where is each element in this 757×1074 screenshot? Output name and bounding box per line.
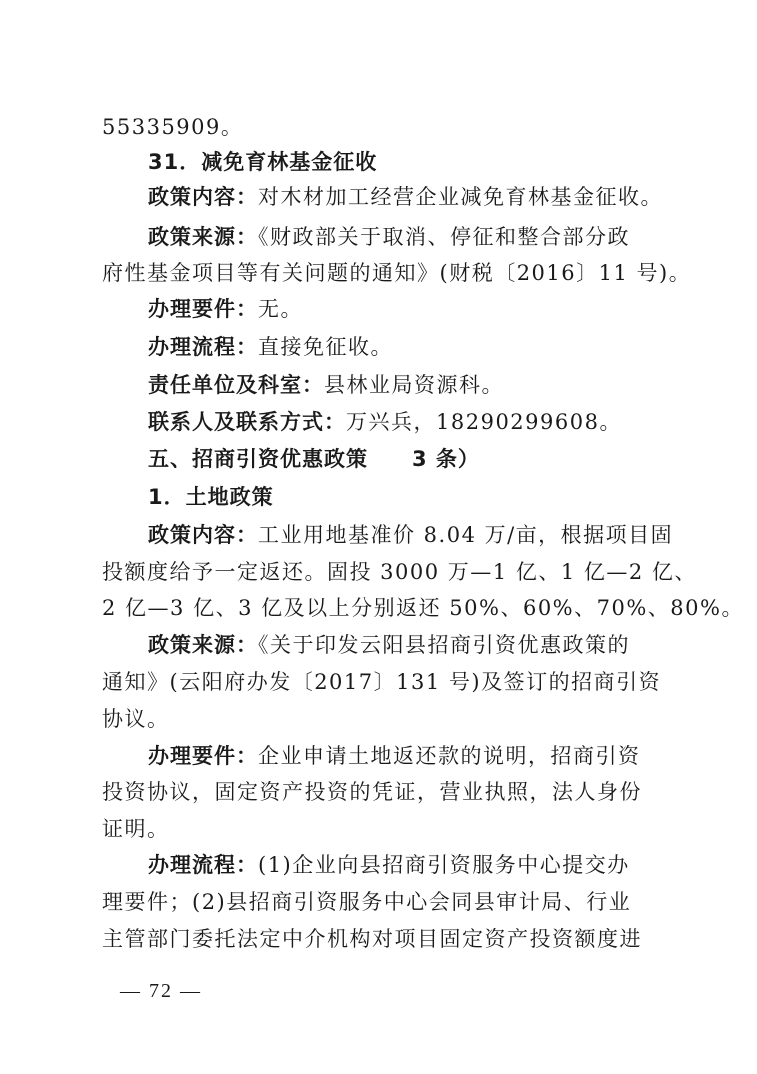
text-line xyxy=(102,667,662,697)
field-value: 直接免征收。 xyxy=(258,335,393,359)
field-label: 政策来源： xyxy=(148,225,258,249)
section-heading xyxy=(148,147,662,177)
field-label: 责任单位及科室： xyxy=(148,373,324,397)
field-value: 无。 xyxy=(258,297,303,321)
procedure xyxy=(148,332,662,362)
field-label: 办理流程： xyxy=(148,853,258,877)
field-value: (1)企业向县招商引资服务中心提交办 xyxy=(258,853,630,877)
line-text: 投资协议，固定资产投资的凭证，营业执照，法人身份 xyxy=(102,780,642,804)
field-label: 办理要件： xyxy=(148,744,258,768)
field-label: 政策内容： xyxy=(148,185,258,209)
field-value: 万兴兵，18290299608。 xyxy=(346,410,622,434)
text-line xyxy=(102,887,662,917)
policy-content xyxy=(148,182,662,212)
field-label: 政策内容： xyxy=(148,523,258,547)
field-label: 办理要件： xyxy=(148,297,258,321)
field-value: 《财政部关于取消、停征和整合部分政 xyxy=(258,225,630,249)
policy-source xyxy=(148,222,662,252)
line-text: 2 亿—3 亿、3 亿及以上分别返还 50%、60%、70%、80%。 xyxy=(102,596,744,620)
field-value: 县林业局资源科。 xyxy=(324,373,504,397)
text-line xyxy=(102,777,662,807)
field-value: 工业用地基准价 8.04 万/亩，根据项目固 xyxy=(258,523,674,547)
text-line xyxy=(102,557,697,587)
section-heading xyxy=(148,482,662,512)
line-text: 投额度给予一定返还。固投 3000 万—1 亿、1 亿—2 亿、 xyxy=(102,560,697,584)
text-line xyxy=(102,814,662,844)
field-value: 《关于印发云阳县招商引资优惠政策的 xyxy=(258,633,630,657)
policy-content xyxy=(148,520,674,550)
field-label: 联系人及联系方式： xyxy=(148,410,346,434)
text-line xyxy=(102,112,662,142)
line-text: 理要件；(2)县招商引资服务中心会同县审计局、行业 xyxy=(102,890,632,914)
contact-info xyxy=(148,407,662,437)
policy-source xyxy=(148,630,662,660)
heading-text: 1．土地政策 xyxy=(148,485,274,509)
responsible-unit xyxy=(148,370,662,400)
text-line xyxy=(102,593,744,623)
text-line xyxy=(102,924,662,954)
procedure xyxy=(148,850,662,880)
requirements xyxy=(148,294,662,324)
text-line xyxy=(102,704,662,734)
line-text: 证明。 xyxy=(102,817,170,841)
page-number: — 72 — xyxy=(120,980,202,1002)
line-text: 主管部门委托法定中介机构对项目固定资产投资额度进 xyxy=(102,927,642,951)
chapter-heading xyxy=(148,444,662,474)
line-text: 55335909。 xyxy=(102,115,244,139)
heading-text: 五、招商引资优惠政策 3 条） xyxy=(148,447,480,471)
line-text: 通知》(云阳府办发〔2017〕131 号)及签订的招商引资 xyxy=(102,670,662,694)
line-text: 府性基金项目等有关问题的通知》(财税〔2016〕11 号)。 xyxy=(102,261,692,285)
heading-text: 31．减免育林基金征收 xyxy=(148,150,378,174)
line-text: 协议。 xyxy=(102,707,170,731)
requirements xyxy=(148,741,662,771)
text-line xyxy=(102,258,692,288)
field-label: 政策来源： xyxy=(148,633,258,657)
field-label: 办理流程： xyxy=(148,335,258,359)
field-value: 企业申请土地返还款的说明，招商引资 xyxy=(258,744,641,768)
field-value: 对木材加工经营企业减免育林基金征收。 xyxy=(258,185,663,209)
